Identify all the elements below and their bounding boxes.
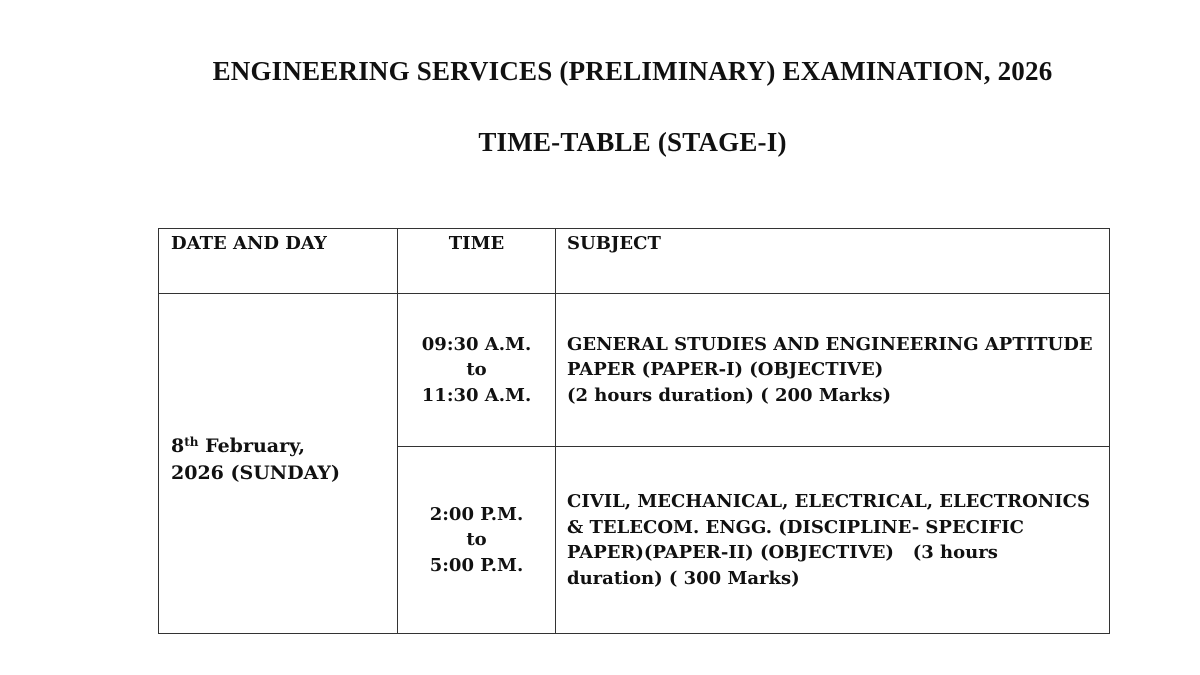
header-date-and-day: DATE AND DAY xyxy=(159,229,398,294)
document-subtitle: TIME-TABLE (STAGE-I) xyxy=(478,127,787,157)
subject-line: CIVIL, MECHANICAL, ELECTRICAL, ELECTRONICS xyxy=(567,491,1090,512)
timetable xyxy=(158,228,1110,634)
subject-line: (2 hours duration) ( 200 Marks) xyxy=(567,384,892,406)
time-cell xyxy=(398,447,556,634)
time-start: 2:00 P.M. xyxy=(429,503,524,525)
time-end: 11:30 A.M. xyxy=(421,384,532,406)
header-subject: SUBJECT xyxy=(556,229,1110,294)
time-end: 5:00 P.M. xyxy=(429,554,524,576)
header-time: TIME xyxy=(398,229,556,294)
date-year-day: 2026 (SUNDAY) xyxy=(171,461,340,484)
subject-line: GENERAL STUDIES AND ENGINEERING APTITUDE xyxy=(567,333,1093,355)
subject-line: & TELECOM. ENGG. (DISCIPLINE- SPECIFIC xyxy=(567,516,1024,538)
time-to: to xyxy=(466,359,487,381)
table-header-row xyxy=(159,229,1110,294)
subject-line: PAPER)(PAPER-II) (OBJECTIVE) (3 hours xyxy=(567,542,998,563)
document-title: ENGINEERING SERVICES (PRELIMINARY) EXAMINATION, 2026 xyxy=(212,56,1053,86)
subject-cell xyxy=(556,294,1110,447)
date-month: February, xyxy=(198,434,305,457)
time-cell xyxy=(398,294,556,447)
subject-cell xyxy=(556,447,1110,634)
time-start: 09:30 A.M. xyxy=(421,333,532,355)
date-day-number: 8 xyxy=(171,434,185,457)
date-suffix: th xyxy=(184,434,199,449)
time-to: to xyxy=(466,529,487,551)
exam-date-cell xyxy=(159,294,398,634)
table-row xyxy=(159,294,1110,447)
subject-line: duration) ( 300 Marks) xyxy=(567,567,800,589)
subject-line: PAPER (PAPER-I) (OBJECTIVE) xyxy=(567,359,884,381)
